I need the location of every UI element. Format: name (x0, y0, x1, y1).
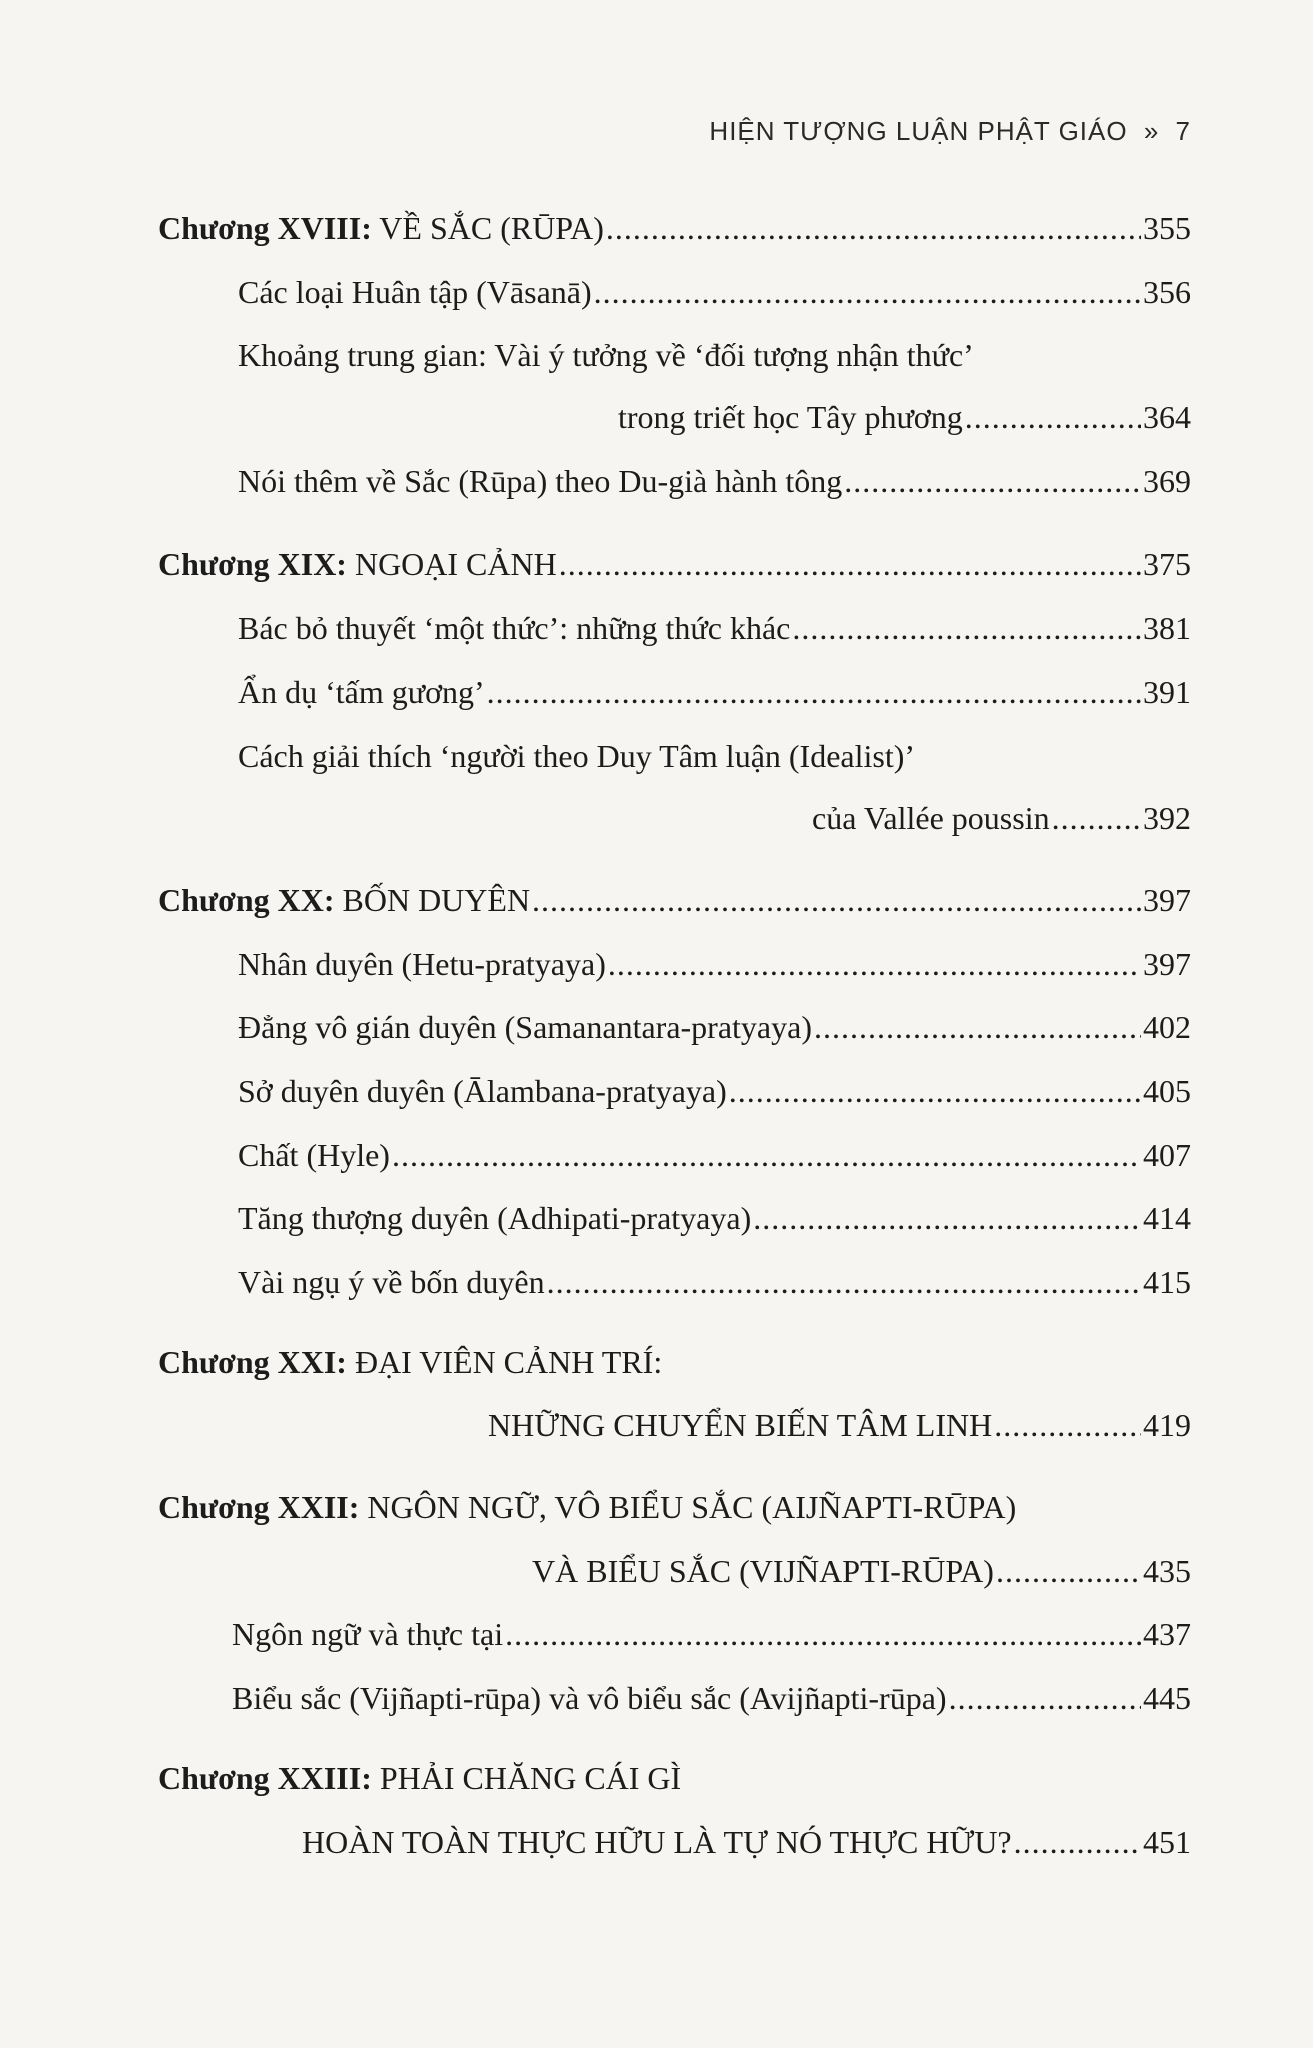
entry-title: Nhân duyên (Hetu-pratyaya) (238, 946, 606, 982)
entry-title: của Vallée poussin (812, 800, 1050, 836)
toc-page-number: 451 (1143, 1824, 1191, 1860)
leader-dots (965, 397, 1141, 437)
toc-page-number: 402 (1143, 1009, 1191, 1045)
chapter-title: NGOẠI CẢNH (354, 546, 557, 582)
chapter-label: Chương XXII: (158, 1489, 360, 1525)
leader-dots (792, 608, 1141, 648)
running-header-title: HIỆN TƯỢNG LUẬN PHẬT GIÁO (709, 116, 1128, 146)
leader-dots (1014, 1822, 1141, 1862)
toc-page-number: 397 (1143, 882, 1191, 918)
leader-dots (844, 461, 1141, 501)
toc-page-number: 414 (1143, 1200, 1191, 1236)
toc-entry-18-2-line2[interactable] (618, 397, 1191, 437)
leader-dots (608, 944, 1141, 984)
toc-page-number: 407 (1143, 1137, 1191, 1173)
leader-dots (996, 1551, 1141, 1591)
toc-page-number: 369 (1143, 463, 1191, 499)
chapter-label: Chương XVIII: (158, 210, 372, 246)
toc-entry-20-3[interactable] (238, 1071, 1191, 1111)
chapter-title: VỀ SẮC (RŪPA) (379, 210, 604, 246)
toc-entry-22-1[interactable] (232, 1614, 1191, 1654)
chapter-title: PHẢI CHĂNG CÁI GÌ (379, 1760, 682, 1796)
leader-dots (949, 1678, 1141, 1718)
toc-chapter-22-line1[interactable] (158, 1487, 1016, 1527)
entry-title: trong triết học Tây phương (618, 399, 963, 435)
toc-chapter-19[interactable] (158, 544, 1191, 584)
toc-entry-19-1[interactable] (238, 608, 1191, 648)
leader-dots (729, 1071, 1141, 1111)
toc-page-number: 375 (1143, 546, 1191, 582)
entry-title: Biểu sắc (Vijñapti-rūpa) và vô biểu sắc (Avijñapti-rūpa) (232, 1680, 947, 1716)
toc-chapter-23-line2[interactable] (302, 1822, 1191, 1862)
toc-entry-20-2[interactable] (238, 1007, 1191, 1047)
chapter-title: ĐẠI VIÊN CẢNH TRÍ: (354, 1344, 663, 1380)
toc-page-number: 364 (1143, 399, 1191, 435)
toc-entry-18-2-line1[interactable]: Khoảng trung gian: Vài ý tưởng về ‘đối tượng nhận thức’ (238, 337, 974, 373)
leader-dots (606, 208, 1141, 248)
running-header-page-number: 7 (1175, 116, 1191, 146)
toc-entry-20-4[interactable] (238, 1135, 1191, 1175)
toc-page-number: 435 (1143, 1553, 1191, 1589)
leader-dots (994, 1405, 1141, 1445)
chapter-label: Chương XIX: (158, 546, 347, 582)
chapter-label: Chương XXI: (158, 1344, 347, 1380)
toc-chapter-21-line2[interactable] (488, 1405, 1191, 1445)
leader-dots (814, 1007, 1141, 1047)
toc-chapter-20[interactable] (158, 880, 1191, 920)
chapter-label: Chương XX: (158, 882, 335, 918)
chapter-title: NHỮNG CHUYỂN BIẾN TÂM LINH (488, 1407, 993, 1443)
toc-chapter-22-line2[interactable] (532, 1551, 1191, 1591)
toc-page-number: 419 (1143, 1407, 1191, 1443)
entry-title: Ngôn ngữ và thực tại (232, 1616, 504, 1652)
entry-title: Chất (Hyle) (238, 1137, 390, 1173)
toc-page-number: 437 (1143, 1616, 1191, 1652)
leader-dots (559, 544, 1141, 584)
chapter-title: HOÀN TOÀN THỰC HỮU LÀ TỰ NÓ THỰC HỮU? (302, 1824, 1012, 1860)
leader-dots (753, 1198, 1141, 1238)
entry-title: Nói thêm về Sắc (Rūpa) theo Du-già hành tông (238, 463, 843, 499)
toc-entry-19-2[interactable] (238, 672, 1191, 712)
toc-page-number: 405 (1143, 1073, 1191, 1109)
toc-entry-20-5[interactable] (238, 1198, 1191, 1238)
running-header (709, 116, 1191, 147)
toc-page-number: 397 (1143, 946, 1191, 982)
toc-entry-18-3[interactable] (238, 461, 1191, 501)
leader-dots (505, 1614, 1141, 1654)
toc-entry-22-2[interactable] (232, 1678, 1191, 1718)
entry-title: Các loại Huân tập (Vāsanā) (238, 274, 592, 310)
toc-chapter-21-line1[interactable] (158, 1342, 662, 1382)
chapter-label: Chương XXIII: (158, 1760, 372, 1796)
leader-dots (532, 880, 1141, 920)
leader-dots (487, 672, 1141, 712)
entry-title: Bác bỏ thuyết ‘một thức’: những thức khác (238, 610, 791, 646)
toc-page-number: 355 (1143, 210, 1191, 246)
leader-dots (547, 1262, 1141, 1302)
entry-title: Sở duyên duyên (Ālambana-pratyaya) (238, 1073, 727, 1109)
toc-entry-19-3-line2[interactable] (812, 798, 1191, 838)
entry-title: Đẳng vô gián duyên (Samanantara-pratyaya) (238, 1009, 812, 1045)
toc-chapter-23-line1[interactable] (158, 1758, 681, 1798)
toc-page-number: 356 (1143, 274, 1191, 310)
leader-dots (392, 1135, 1141, 1175)
chapter-title: BỐN DUYÊN (342, 882, 531, 918)
toc-entry-19-3-line1[interactable]: Cách giải thích ‘người theo Duy Tâm luận (Idealist)’ (238, 738, 916, 774)
entry-title: Ẩn dụ ‘tấm gương’ (238, 674, 485, 710)
chapter-title: VÀ BIỂU SẮC (VIJÑAPTI-RŪPA) (532, 1553, 994, 1589)
leader-dots (1052, 798, 1141, 838)
toc-page-number: 381 (1143, 610, 1191, 646)
toc-entry-20-1[interactable] (238, 944, 1191, 984)
toc-chapter-18[interactable] (158, 208, 1191, 248)
running-header-separator: » (1143, 116, 1160, 146)
entry-title: Vài ngụ ý về bốn duyên (238, 1264, 545, 1300)
toc-entry-18-1[interactable] (238, 272, 1191, 312)
toc-page-number: 415 (1143, 1264, 1191, 1300)
chapter-title: NGÔN NGỮ, VÔ BIỂU SẮC (AIJÑAPTI-RŪPA) (367, 1489, 1017, 1525)
toc-page-number: 392 (1143, 800, 1191, 836)
toc-page-number: 391 (1143, 674, 1191, 710)
leader-dots (594, 272, 1141, 312)
entry-title: Tăng thượng duyên (Adhipati-pratyaya) (238, 1200, 752, 1236)
toc-page-number: 445 (1143, 1680, 1191, 1716)
toc-entry-20-6[interactable] (238, 1262, 1191, 1302)
